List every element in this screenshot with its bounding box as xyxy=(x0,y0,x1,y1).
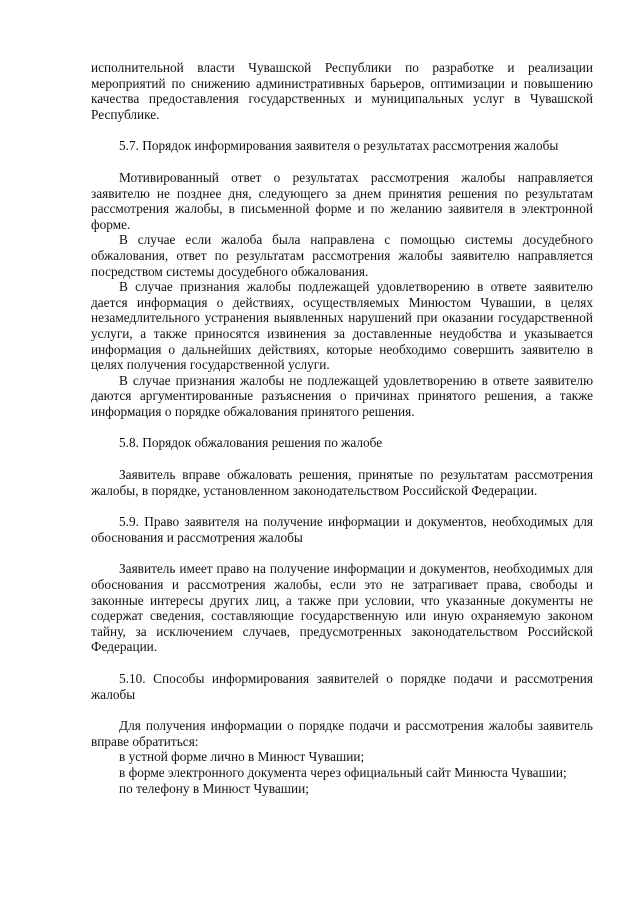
document-page xyxy=(91,60,593,796)
section-heading-5-9: 5.9. Право заявителя на получение информации и документов, необходимых для обоснования и рассмотрения жалобы xyxy=(91,514,593,545)
paragraph-5-7-satisfied: В случае признания жалобы подлежащей удовлетворению в ответе заявителю дается информация о действиях, осуществляемых Минюстом Чувашии, в целях незамедлительного устранения выявленных нарушений при оказании государственной услуги, а также приносятся извинения за доставленные неудобства и указывается информация о дальнейших действиях, которые необходимо совершить заявителю в целях получения государственной услуги. xyxy=(91,279,593,373)
list-item: в форме электронного документа через официальный сайт Минюста Чувашии; xyxy=(119,764,567,780)
paragraph-5-7-rejected: В случае признания жалобы не подлежащей удовлетворению в ответе заявителю даются аргументированные разъяснения о причинах принятого решения, а также информация о порядке обжалования принятого решения. xyxy=(91,372,593,419)
section-heading-5-7: 5.7. Порядок информирования заявителя о результатах рассмотрения жалобы xyxy=(119,138,559,154)
paragraph-5-9: Заявитель имеет право на получение информации и документов, необходимых для обоснования и рассмотрения жалобы, если это не затрагивает права, свободы и законные интересы других лиц, а также при условии, что указанные документы не содержат сведения, составляющие государственную или иную охраняемую законом тайну, за исключением случаев, предусмотренных законодательством Российской Федерации. xyxy=(91,561,593,655)
section-heading-5-10: 5.10. Способы информирования заявителей о порядке подачи и рассмотрения жалобы xyxy=(91,671,593,702)
paragraph-5-7-response: Мотивированный ответ о результатах рассмотрения жалобы направляется заявителю не позднее дня, следующего за днем принятия решения по результатам рассмотрения жалобы, в письменной форме и по желанию заявителя в электронной форме. xyxy=(91,169,593,232)
paragraph-5-8: Заявитель вправе обжаловать решения, принятые по результатам рассмотрения жалобы, в порядке, установленном законодательством Российской Федерации. xyxy=(91,467,593,498)
paragraph-intro: исполнительной власти Чувашской Республики по разработке и реализации мероприятий по снижению административных барьеров, оптимизации и повышению качества предоставления государственных и муниципальных услуг в Чувашской Республике. xyxy=(91,60,593,122)
paragraph-5-10: Для получения информации о порядке подачи и рассмотрения жалобы заявитель вправе обратиться: xyxy=(91,718,593,749)
section-heading-5-8: 5.8. Порядок обжалования решения по жалобе xyxy=(119,435,383,451)
list-item: в устной форме лично в Минюст Чувашии; xyxy=(119,749,365,765)
paragraph-5-7-system: В случае если жалоба была направлена с помощью системы досудебного обжалования, ответ по результатам рассмотрения жалобы заявителю направляется посредством системы досудебного обжалования. xyxy=(91,232,593,279)
list-item: по телефону в Минюст Чувашии; xyxy=(119,780,309,796)
